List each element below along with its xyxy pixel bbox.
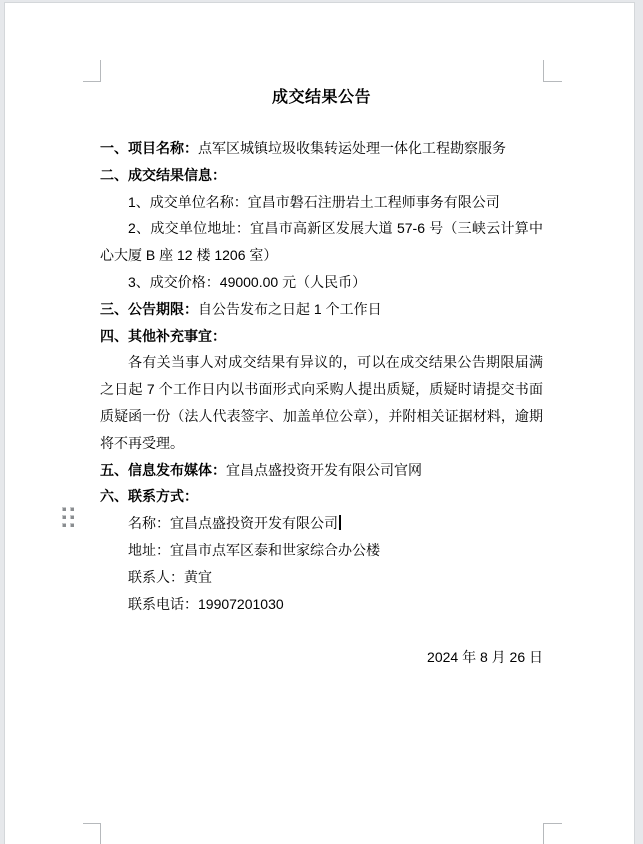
- paragraph-winner-name[interactable]: [100, 189, 543, 216]
- paragraph-text: 自公告发布之日起 1 个工作日: [198, 300, 382, 317]
- paragraph-label: 一、项目名称：: [100, 140, 198, 156]
- handle-dot: [70, 523, 74, 527]
- paragraph-text: 联系电话：19907201030: [128, 595, 284, 612]
- paragraph-label: 五、信息发布媒体：: [100, 461, 226, 478]
- paragraph-label: 二、成交结果信息：: [100, 166, 226, 183]
- margin-marker-top-left: [83, 60, 101, 82]
- paragraph-contact-name[interactable]: [100, 510, 543, 537]
- document-page[interactable]: [5, 3, 634, 844]
- handle-dot: [62, 515, 66, 519]
- handle-dot: [62, 523, 66, 527]
- margin-marker-top-right: [543, 60, 562, 82]
- paragraph-contact-phone[interactable]: [100, 591, 543, 618]
- paragraph-text: 3、成交价格：49000.00 元（人民币）: [128, 273, 367, 290]
- document-body: [100, 84, 543, 671]
- paragraph-contact-person[interactable]: [100, 564, 543, 591]
- paragraph-contact-address[interactable]: [100, 537, 543, 564]
- paragraph-announcement-period[interactable]: [100, 296, 543, 323]
- paragraph-winner-address[interactable]: [100, 215, 543, 269]
- paragraph-text: 1、成交单位名称：宜昌市磐石注册岩土工程师事务有限公司: [128, 193, 500, 210]
- paragraph-text: 名称：宜昌点盛投资开发有限公司: [128, 515, 338, 532]
- text-caret: [339, 515, 341, 530]
- paragraph-price[interactable]: [100, 269, 543, 296]
- paragraph-label: 六、联系方式：: [100, 488, 198, 505]
- handle-dot: [62, 507, 66, 511]
- paragraph-result-info-heading[interactable]: [100, 162, 543, 189]
- paragraph-text: 地址：宜昌市点军区泰和世家综合办公楼: [128, 541, 380, 558]
- paragraph-objection-instructions[interactable]: [100, 349, 543, 456]
- paragraph-text: 联系人：黄宜: [128, 568, 212, 585]
- paragraph-publish-media[interactable]: [100, 457, 543, 484]
- blank-line: [100, 617, 543, 644]
- paragraph-text: 各有关当事人对成交结果有异议的，可以在成交结果公告期限届满之日起 7 个工作日内以书面形式向采购人提出质疑，质疑时请提交书面质疑函一份（法人代表签字、加盖单位公章），并附相关证据材料，逾期将不再受理。: [100, 354, 543, 451]
- document-title[interactable]: 成交结果公告: [271, 89, 371, 106]
- paragraph-contact-heading[interactable]: [100, 483, 543, 510]
- margin-marker-bottom-left: [83, 823, 101, 844]
- paragraph-text: 点军区城镇垃圾收集转运处理一体化工程勘察服务: [198, 140, 506, 156]
- handle-dot: [70, 507, 74, 511]
- paragraph-label: 三、公告期限：: [100, 300, 198, 317]
- paragraph-project-name[interactable]: [100, 135, 543, 162]
- date-text: 2024 年 8 月 26 日: [427, 649, 543, 666]
- margin-marker-bottom-right: [543, 823, 562, 844]
- paragraph-label: 四、其他补充事宜：: [100, 327, 226, 344]
- paragraph-text: 2、成交单位地址：宜昌市高新区发展大道 57-6 号（三峡云计算中心大厦 B 座 12 楼 1206 室）: [100, 220, 543, 264]
- paragraph-other-matters-heading[interactable]: [100, 323, 543, 350]
- paragraph-drag-handle-icon[interactable]: [62, 507, 74, 527]
- handle-dot: [70, 515, 74, 519]
- paragraph-date[interactable]: [100, 644, 543, 671]
- paragraph-text: 宜昌点盛投资开发有限公司官网: [226, 461, 422, 478]
